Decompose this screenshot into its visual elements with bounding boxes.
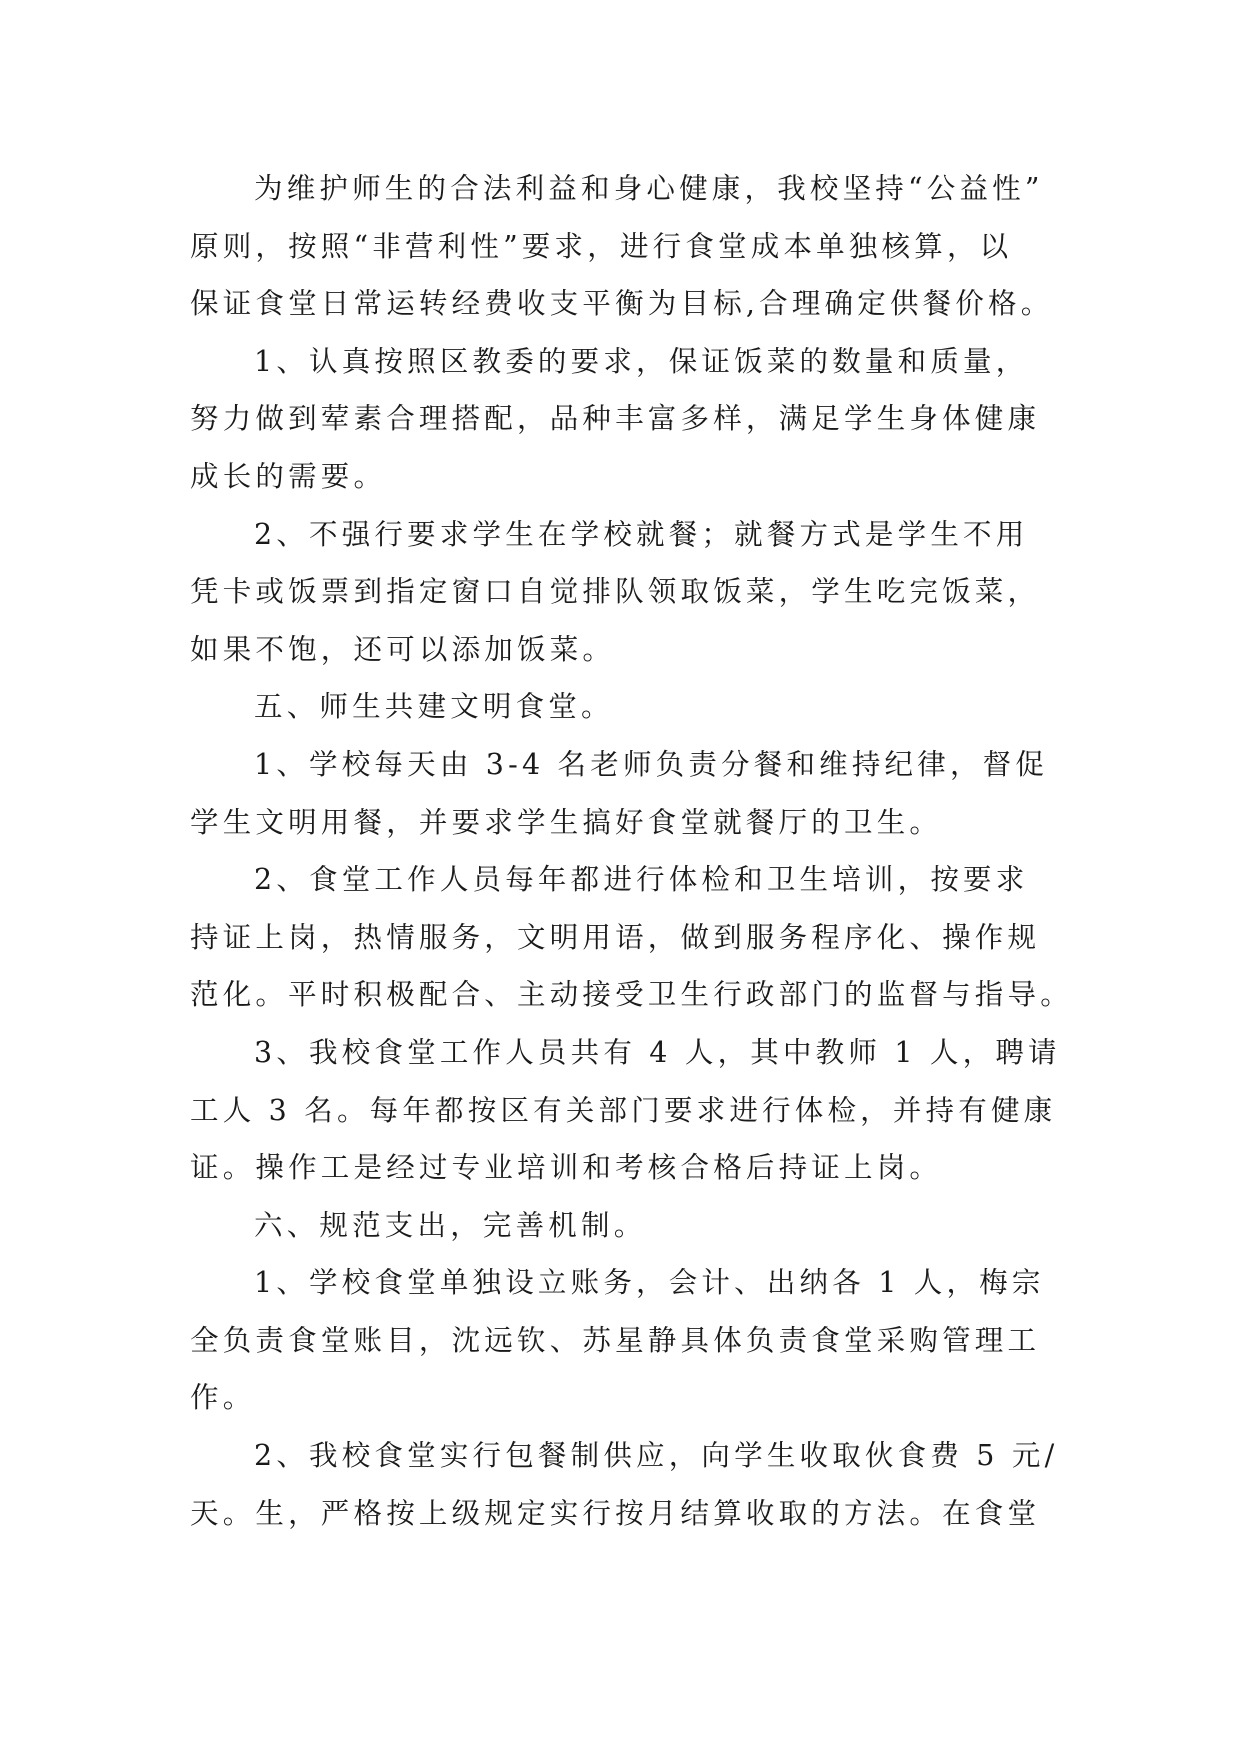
- text-line: 2、我校食堂实行包餐制供应，向学生收取伙食费 5 元/: [254, 1439, 1059, 1473]
- text-line: 学生文明用餐，并要求学生搞好食堂就餐厅的卫生。: [190, 805, 943, 839]
- text-line: 凭卡或饭票到指定窗口自觉排队领取饭菜，学生吃完饭菜，: [190, 575, 1041, 609]
- text-line: 1、学校食堂单独设立账务，会计、出纳各 1 人，梅宗: [254, 1266, 1045, 1300]
- text-line: 2、不强行要求学生在学校就餐；就餐方式是学生不用: [254, 517, 1029, 551]
- text-line: 证。操作工是经过专业培训和考核合格后持证上岗。: [190, 1151, 943, 1185]
- document-body: [190, 160, 1090, 1542]
- text-line: 工人 3 名。每年都按区有关部门要求进行体检，并持有健康: [190, 1093, 1057, 1127]
- text-line: 3、我校食堂工作人员共有 4 人，其中教师 1 人，聘请: [254, 1035, 1061, 1069]
- text-line: 作。: [190, 1381, 256, 1415]
- text-line: 天。生，严格按上级规定实行按月结算收取的方法。在食堂: [190, 1496, 1041, 1530]
- text-line: 2、食堂工作人员每年都进行体检和卫生培训，按要求: [254, 863, 1029, 897]
- section-heading: 五、师生共建文明食堂。: [254, 690, 614, 724]
- section-heading: 六、规范支出，完善机制。: [254, 1208, 647, 1242]
- text-line: 1、学校每天由 3-4 名老师负责分餐和维持纪律，督促: [254, 747, 1049, 781]
- text-line: 如果不饱，还可以添加饭菜。: [190, 632, 616, 666]
- text-line: 范化。平时积极配合、主动接受卫生行政部门的监督与指导。: [190, 978, 1073, 1012]
- text-line: 1、认真按照区教委的要求，保证饭菜的数量和质量，: [254, 344, 1029, 378]
- text-line: 努力做到荤素合理搭配，品种丰富多样，满足学生身体健康: [190, 402, 1041, 436]
- text-line: 成长的需要。: [190, 459, 387, 493]
- text-line: 全负责食堂账目，沈远钦、苏星静具体负责食堂采购管理工: [190, 1323, 1041, 1357]
- text-line: 原则，按照“非营利性”要求，进行食堂成本单独核算，以: [190, 229, 1013, 263]
- text-line: 持证上岗，热情服务，文明用语，做到服务程序化、操作规: [190, 920, 1041, 954]
- text-line: 为维护师生的合法利益和身心健康，我校坚持“公益性”: [254, 172, 1044, 205]
- text-line: 保证食堂日常运转经费收支平衡为目标,合理确定供餐价格。: [190, 287, 1054, 321]
